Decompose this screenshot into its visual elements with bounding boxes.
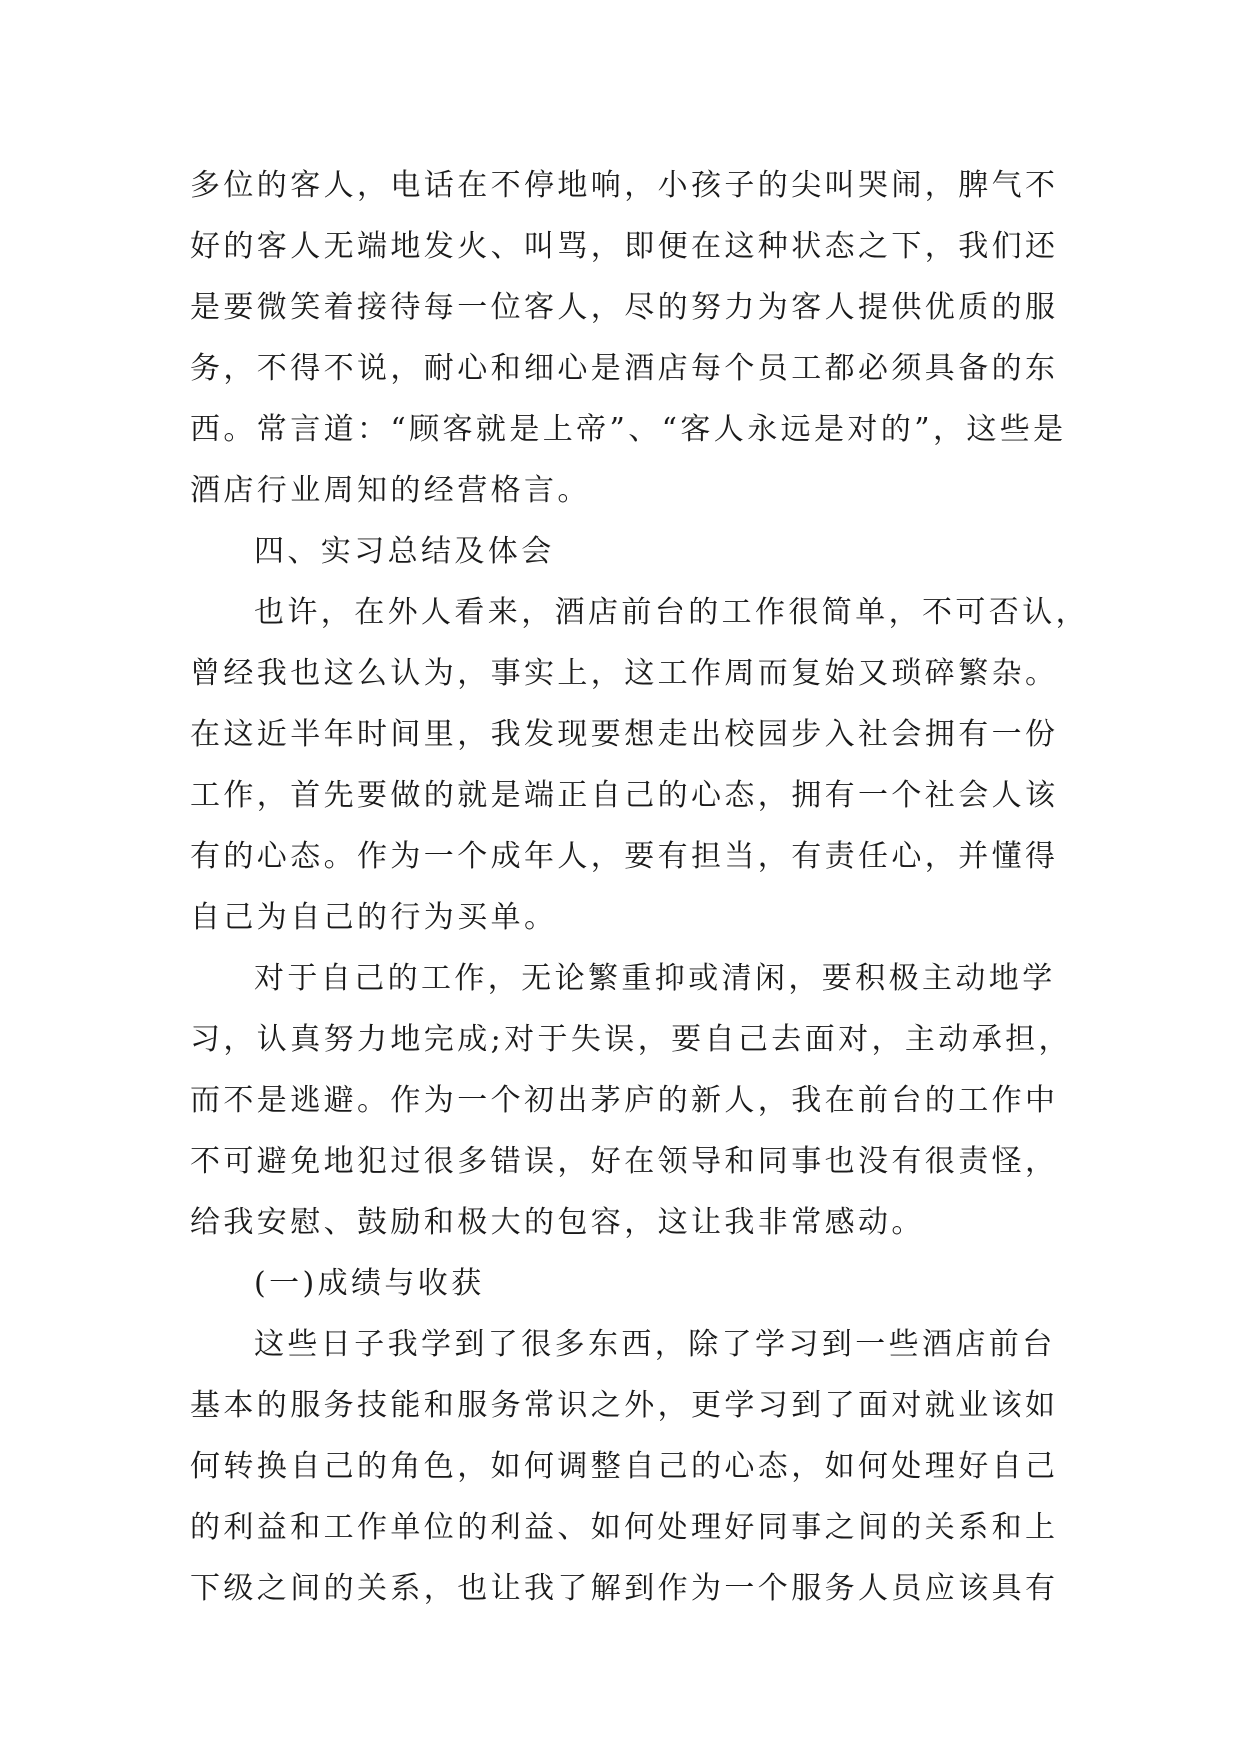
text-line: 不可避免地犯过很多错误，好在领导和同事也没有很责怪，: [190, 1144, 1059, 1179]
paragraph-first-line: 对于自己的工作，无论繁重抑或清闲，要积极主动地学: [254, 961, 1056, 996]
text-line: 给我安慰、鼓励和极大的包容，这让我非常感动。: [190, 1205, 925, 1240]
text-line: 习，认真努力地完成;对于失误，要自己去面对，主动承担，: [190, 1022, 1072, 1057]
text-line: 好的客人无端地发火、叫骂，即便在这种状态之下，我们还: [190, 229, 1059, 264]
text-line: 的利益和工作单位的利益、如何处理好同事之间的关系和上: [190, 1510, 1059, 1545]
paragraph-first-line: 这些日子我学到了很多东西，除了学习到一些酒店前台: [254, 1327, 1056, 1362]
body-text: [190, 155, 1089, 1619]
text-line: 工作，首先要做的就是端正自己的心态，拥有一个社会人该: [190, 778, 1059, 813]
text-line: 而不是逃避。作为一个初出茅庐的新人，我在前台的工作中: [190, 1083, 1059, 1118]
text-line: 下级之间的关系，也让我了解到作为一个服务人员应该具有: [190, 1571, 1059, 1606]
text-line: 酒店行业周知的经营格言。: [190, 473, 591, 508]
text-line: 是要微笑着接待每一位客人，尽的努力为客人提供优质的服: [190, 290, 1059, 325]
text-line: 在这近半年时间里，我发现要想走出校园步入社会拥有一份: [190, 717, 1059, 752]
text-line: 有的心态。作为一个成年人，要有担当，有责任心，并懂得: [190, 839, 1059, 874]
text-line: 务，不得不说，耐心和细心是酒店每个员工都必须具备的东: [190, 351, 1059, 386]
text-line: 西。常言道：“顾客就是上帝”、“客人永远是对的”，这些是: [190, 412, 1067, 447]
section-heading: 四、实习总结及体会: [254, 534, 555, 569]
text-line: 曾经我也这么认为，事实上，这工作周而复始又琐碎繁杂。: [190, 656, 1059, 691]
text-line: 基本的服务技能和服务常识之外，更学习到了面对就业该如: [190, 1388, 1059, 1423]
paragraph-first-line: 也许，在外人看来，酒店前台的工作很简单，不可否认，: [254, 595, 1089, 630]
subsection-heading: (一)成绩与收获: [254, 1266, 485, 1301]
text-line: 多位的客人，电话在不停地响，小孩子的尖叫哭闹，脾气不: [190, 168, 1059, 203]
text-line: 何转换自己的角色，如何调整自己的心态，如何处理好自己: [190, 1449, 1059, 1484]
text-line: 自己为自己的行为买单。: [190, 900, 558, 935]
